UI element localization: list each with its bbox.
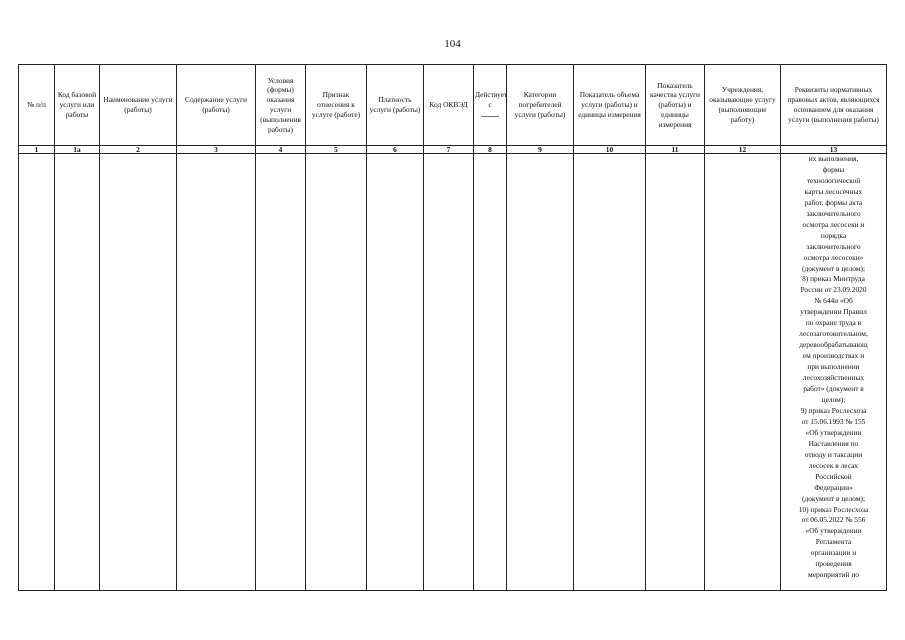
text-line: Наставления по bbox=[808, 438, 859, 448]
table-cell bbox=[19, 154, 55, 591]
text-line: лесохозяйственных bbox=[802, 373, 865, 383]
text-line: лесозаготовительном, bbox=[799, 329, 868, 339]
header-cell-12: Учреждения, оказывающие услугу (выполняющие работу) bbox=[705, 65, 781, 146]
header-cell-3: Содержание услуги (работы) bbox=[177, 65, 256, 146]
table-row bbox=[19, 154, 887, 591]
column-number: 6 bbox=[367, 146, 424, 154]
text-line: утверждении Правил bbox=[800, 307, 867, 317]
header-cell-4: Условия (формы) оказания услуги (выполнения работы) bbox=[256, 65, 306, 146]
text-line: технологической bbox=[806, 175, 861, 185]
header-cell-11: Показатель качества услуги (работы) и единицы измерения bbox=[646, 65, 705, 146]
text-line: (документ в целом); bbox=[802, 493, 865, 503]
text-line: № 644н «Об bbox=[814, 296, 853, 306]
text-line: осмотра лесосеки» bbox=[803, 252, 864, 262]
legal-acts-cell bbox=[781, 154, 887, 591]
column-number: 8 bbox=[474, 146, 507, 154]
text-line: при выполнении bbox=[807, 362, 860, 372]
text-line: мероприятий по bbox=[808, 570, 859, 580]
table-cell bbox=[474, 154, 507, 591]
text-line: по охране труда в bbox=[805, 318, 862, 328]
text-line: целом); bbox=[821, 394, 846, 404]
dash-mark bbox=[481, 115, 499, 117]
text-line: Регламента bbox=[815, 537, 852, 547]
column-number: 10 bbox=[574, 146, 646, 154]
header-cell-8-text: Действует с bbox=[475, 90, 508, 110]
services-table bbox=[18, 64, 887, 591]
text-line: России от 23.09.2020 bbox=[800, 285, 867, 295]
table-cell bbox=[424, 154, 474, 591]
header-cell-8 bbox=[474, 65, 507, 146]
column-number: 5 bbox=[306, 146, 367, 154]
column-number: 7 bbox=[424, 146, 474, 154]
header-cell-1a: Код базовой услуги или работы bbox=[55, 65, 100, 146]
column-number: 1 bbox=[19, 146, 55, 154]
text-line: проведения bbox=[815, 559, 852, 569]
table-cell bbox=[100, 154, 177, 591]
header-row bbox=[19, 65, 887, 146]
column-number: 4 bbox=[256, 146, 306, 154]
text-line: их выполнения, bbox=[808, 154, 859, 163]
column-number: 13 bbox=[781, 146, 887, 154]
table-cell bbox=[646, 154, 705, 591]
text-line: осмотра лесосеки и bbox=[802, 219, 865, 229]
table-cell bbox=[256, 154, 306, 591]
text-line: 9) приказ Рослесхоза bbox=[800, 405, 867, 415]
text-line: работ» (документ в bbox=[803, 384, 864, 394]
text-line: порядка bbox=[820, 230, 847, 240]
text-line: Российской bbox=[815, 471, 852, 481]
text-line: работ, формы акта bbox=[804, 197, 863, 207]
column-number: 1а bbox=[55, 146, 100, 154]
header-cell-5: Признак отнесения к услуге (работе) bbox=[306, 65, 367, 146]
table-cell bbox=[177, 154, 256, 591]
header-cell-10: Показатель объема услуги (работы) и единицы измерения bbox=[574, 65, 646, 146]
header-cell-7: Код ОКВЭД bbox=[424, 65, 474, 146]
table-cell bbox=[306, 154, 367, 591]
text-line: лесосек в лесах bbox=[808, 460, 859, 470]
column-number: 3 bbox=[177, 146, 256, 154]
column-number: 11 bbox=[646, 146, 705, 154]
column-number: 12 bbox=[705, 146, 781, 154]
header-cell-6: Платность услуги (работы) bbox=[367, 65, 424, 146]
header-cell-13: Реквизиты нормативных правовых актов, являющихся основанием для оказания услуги (выполнения работы) bbox=[781, 65, 887, 146]
column-number: 2 bbox=[100, 146, 177, 154]
header-cell-1: № п/п bbox=[19, 65, 55, 146]
table-cell bbox=[507, 154, 574, 591]
table-cell bbox=[705, 154, 781, 591]
text-line: от 06.05.2022 № 556 bbox=[801, 515, 866, 525]
text-line: деревообрабатывающ bbox=[799, 340, 868, 350]
text-line: отводу и таксации bbox=[804, 449, 863, 459]
text-line: карты лесосечных bbox=[804, 186, 863, 196]
text-line: Федерации» bbox=[814, 482, 853, 492]
page-number: 104 bbox=[444, 38, 461, 50]
header-cell-9: Категории потребителей услуги (работы) bbox=[507, 65, 574, 146]
text-line: ем производствах и bbox=[802, 351, 865, 361]
text-line: заключительного bbox=[806, 241, 861, 251]
text-line: 10) приказ Рослесхоза bbox=[798, 504, 869, 514]
table-cell bbox=[574, 154, 646, 591]
text-line: от 15.06.1993 № 155 bbox=[801, 416, 866, 426]
text-line: «Об утверждении bbox=[805, 427, 862, 437]
table-cell bbox=[367, 154, 424, 591]
table-cell bbox=[55, 154, 100, 591]
text-line: формы bbox=[822, 164, 845, 174]
text-line: «Об утверждении bbox=[805, 526, 862, 536]
text-line: заключительного bbox=[806, 208, 861, 218]
column-number: 9 bbox=[507, 146, 574, 154]
text-line: организации и bbox=[810, 548, 857, 558]
text-line: (документ в целом); bbox=[802, 263, 865, 273]
text-line: 8) приказ Минтруда bbox=[802, 274, 865, 284]
column-number-row bbox=[19, 146, 887, 154]
header-cell-2: Наименование услуги (работы) bbox=[100, 65, 177, 146]
